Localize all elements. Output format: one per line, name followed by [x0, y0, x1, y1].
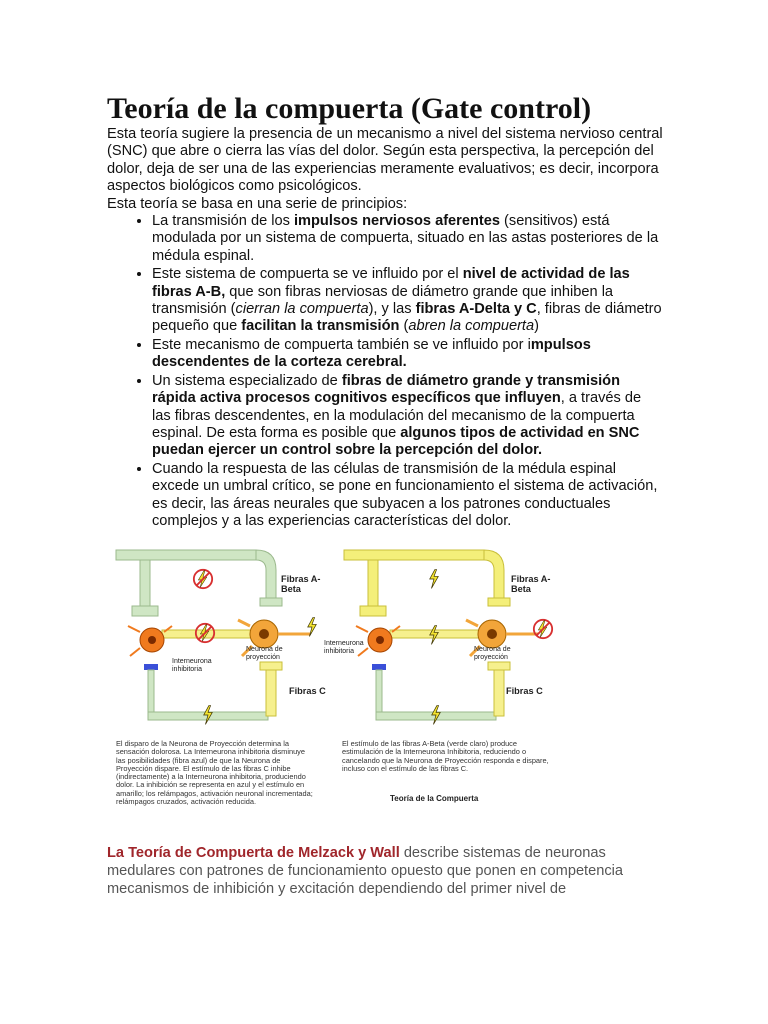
body-text [107, 126, 663, 531]
principles-list [107, 213, 663, 530]
gate-control-figure [114, 546, 570, 836]
label-fibras-abeta-left: Fibras A-Beta [281, 574, 321, 594]
list-item: • Cuando la respuesta de las células de transmisión de la médula espinal excede un umbral crítico, se pone en funcionamiento el sistema de activación, es decir, las áreas neurales que subyacen a los patrones conductuales complejos y a las experiencias características del dolor. [152, 461, 663, 531]
label-fibras-c-left: Fibras C [289, 686, 326, 696]
label-fibras-c-right: Fibras C [506, 686, 543, 696]
list-item: • Este sistema de compuerta se ve influido por el nivel de actividad de las fibras A-B, que son fibras nerviosas de diámetro grande que inhiben la transmisión (cierran la compuerta), y las fibras A-Delta y C, fibras de diámetro pequeño que facilitan la transmisión (abren la compuerta) [152, 266, 663, 336]
list-item: • Este mecanismo de compuerta también se ve influido por impulsos descendentes de la corteza cerebral. [152, 337, 663, 372]
melzack-wall-link: La Teoría de Compuerta de Melzack y Wall [107, 845, 400, 861]
label-interneurona-left: Interneurona inhibitoria [172, 658, 212, 673]
figure-title: Teoría de la Compuerta [390, 794, 479, 803]
label-fibras-abeta-right: Fibras A-Beta [511, 574, 551, 594]
intro-paragraph: Esta teoría sugiere la presencia de un mecanismo a nivel del sistema nervioso central (SNC) que abre o cierra las vías del dolor. Según esta perspectiva, la percepción del dolor, deja de ser una de las experiencias meramente evaluativos; es decir, incorpora aspectos biológicos como psicológicos. [107, 126, 663, 195]
page-title: Teoría de la compuerta (Gate control) [107, 92, 592, 125]
caption-left: El disparo de la Neurona de Proyección determina la sensación dolorosa. La Interneurona inhibitoria disminuye las posibilidades (fibra azul) de que la Neurona de Proyección dispare. El estímulo de las fibras C inhibe (indirectamente) a la Interneurona inhibitoria, produciendo dolor. La inhibición se representa en azul y el estímulo en amarillo; los relámpagos, activación neuronal incrementada; relámpagos cruzados, activación reducida. [116, 739, 313, 807]
bottom-paragraph: La Teoría de Compuerta de Melzack y Wall describe sistemas de neuronas medulares con patrones de funcionamiento opuesto que ponen en competencia mecanismos de inhibición y excitación dependiendo del primer nivel de [107, 845, 624, 897]
list-item: • Un sistema especializado de fibras de diámetro grande y transmisión rápida activa procesos cognitivos específicos que influyen, a través de las fibras descendentes, en la modulación del mecanismo de la compuerta espinal. De esta forma es posible que algunos tipos de actividad en SNC puedan ejercer un control sobre la percepción del dolor. [152, 373, 663, 460]
list-item: • La transmisión de los impulsos nerviosos aferentes (sensitivos) está modulada por un sistema de compuerta, situado en las astas posteriores de la médula espinal. [152, 213, 663, 265]
label-neurona-left: Neurona de proyección [246, 646, 283, 661]
caption-right: El estímulo de las fibras A-Beta (verde claro) produce estimulación de la Interneurona Inhibitoria, reduciendo o cancelando que la Neurona de Proyección responda e dispare, incluso con el estímulo de las fibras C. [342, 739, 549, 773]
lead-paragraph: Esta teoría se basa en una serie de principios: [107, 195, 408, 212]
label-interneurona-right: Interneurona inhibitoria [324, 640, 364, 655]
label-neurona-right: Neurona de proyección [474, 646, 511, 661]
